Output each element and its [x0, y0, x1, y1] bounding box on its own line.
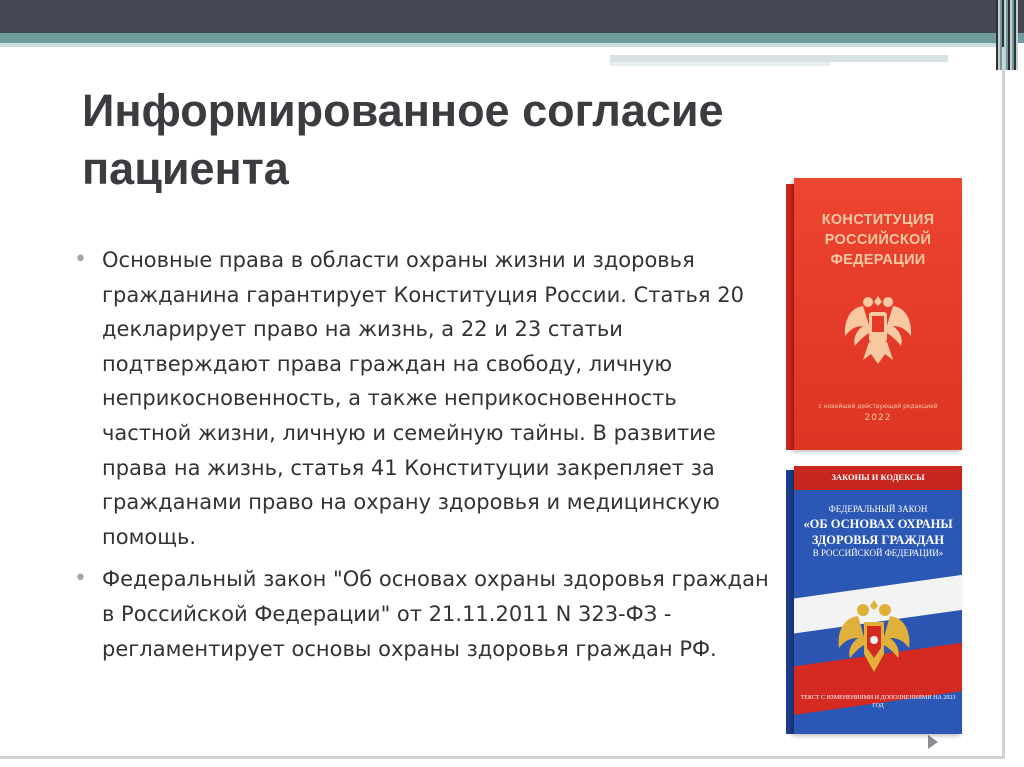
book-cover: [794, 466, 962, 734]
bullet-list: [74, 243, 774, 674]
book-subtitle: В РОССИЙСКОЙ ФЕДЕРАЦИИ»: [812, 548, 944, 558]
book-series: ЗАКОНЫ И КОДЕКСЫ: [831, 472, 925, 482]
bullet-item: [74, 562, 774, 666]
slide-frame-edge: [1002, 47, 1005, 759]
federal-law-book-image: [786, 466, 962, 734]
slide-frame-bottom: [0, 756, 1005, 759]
bullet-item: [74, 243, 774, 554]
bullet-text: Основные права в области охраны жизни и здоровья гражданина гарантирует Конституция России. Статья 20 декларирует право на жизнь, а 22 и 23 статьи подтверждают права граждан на свободу, личную неприкосновенность, а также неприкосновенность частной жизни, личную и семейную тайны. В развитие права на жизнь, статья 41 Конституции закрепляет за гражданами право на охрану здоровья и медицинскую помощь.: [102, 248, 744, 549]
accent-band: [0, 33, 1024, 43]
book-subtitle: с новейшей действующей редакцией: [818, 403, 938, 410]
book-title: «ОБ ОСНОВАХ ОХРАНЫ ЗДОРОВЬЯ ГРАЖДАН: [803, 517, 953, 547]
slide-corner-arrow-icon: [928, 735, 938, 749]
book-cover: [794, 178, 962, 450]
double-headed-eagle-icon: [841, 288, 915, 368]
constitution-book-image: [786, 178, 962, 450]
bullet-text: Федеральный закон "Об основах охраны здоровья граждан в Российской Федерации" от 21.11.2011 N 323-ФЗ - регламентирует основы охраны здоровья граждан РФ.: [102, 567, 769, 661]
book-title: КОНСТИТУЦИЯ РОССИЙСКОЙ ФЕДЕРАЦИИ: [821, 212, 935, 268]
book-kind: ФЕДЕРАЛЬНЫЙ ЗАКОН: [828, 504, 928, 514]
book-footer: ТЕКСТ С ИЗМЕНЕНИЯМИ И ДОПОЛНЕНИЯМИ НА 2023 ГОД: [800, 695, 956, 709]
coat-of-arms-icon: [834, 596, 914, 676]
bullet-dot-icon: •: [74, 566, 87, 592]
book-year: 2022: [864, 413, 892, 423]
header-bar: [0, 0, 1024, 33]
bullet-dot-icon: •: [74, 247, 87, 272]
slide-title: Информированное согласие пациента: [82, 85, 724, 194]
